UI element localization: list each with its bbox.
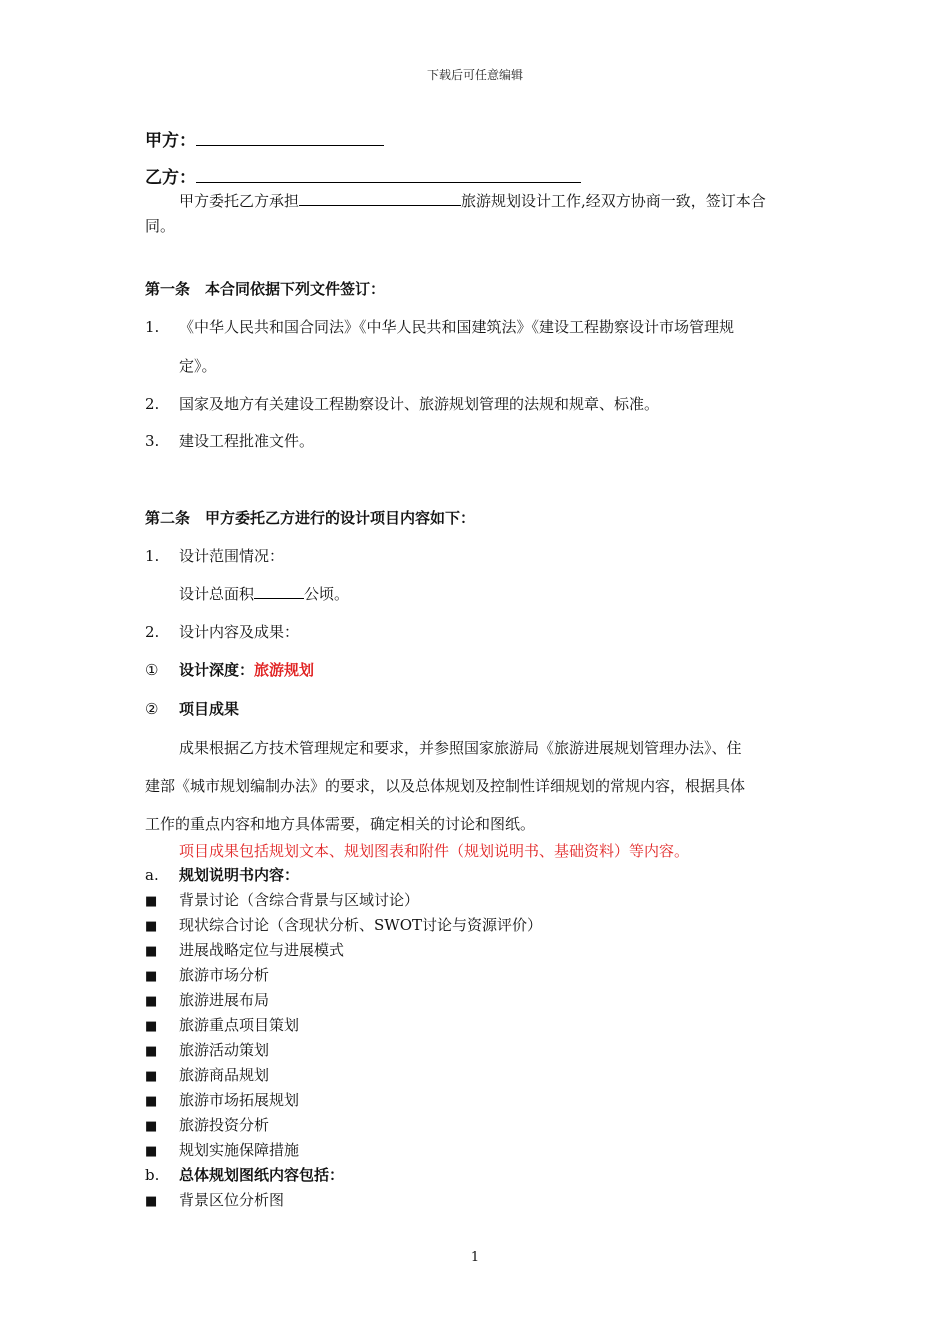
bullet-icon: ■ (145, 894, 158, 909)
item-number: 3. (145, 432, 160, 450)
bullet-icon: ■ (145, 1119, 158, 1134)
circled-number: ② (145, 700, 159, 718)
article-1-item-1 (145, 316, 734, 337)
item-text: 《中华人民共和国合同法》《中华人民共和国建筑法》《建设工程勘察设计市场管理规 (179, 318, 735, 336)
article-1-item-3 (145, 430, 314, 451)
item-text: 建设工程批准文件。 (179, 432, 315, 450)
party-b-label: 乙方： (145, 168, 196, 188)
bullet-icon: ■ (145, 1044, 158, 1059)
area-label: 设计总面积 (179, 585, 255, 603)
section-title: 规划说明书内容： (179, 866, 300, 884)
depth-value: 旅游规划 (254, 661, 315, 679)
list-item: ■ 旅游活动策划 (145, 1041, 270, 1059)
article-1-title: 第一条 本合同依据下列文件签订： (145, 280, 386, 298)
page-number: 1 (470, 1250, 480, 1265)
bullet-icon: ■ (145, 1194, 158, 1209)
party-a-line (145, 126, 384, 151)
item-number: 1. (145, 318, 160, 336)
list-item: ■ 旅游重点项目策划 (145, 1016, 300, 1034)
section-a-heading (145, 864, 299, 885)
party-b-line (145, 163, 581, 188)
project-results-line (145, 698, 239, 719)
section-title: 总体规划图纸内容包括： (179, 1166, 345, 1184)
intro-text-after: 旅游规划设计工作,经双方协商一致，签订本合 (461, 192, 766, 210)
item-number: 1. (145, 547, 160, 565)
list-item: ■ 旅游市场分析 (145, 966, 270, 984)
design-area-line (179, 583, 349, 604)
party-a-blank (196, 131, 384, 146)
party-a-label: 甲方： (145, 131, 196, 151)
bullet-icon: ■ (145, 1069, 158, 1084)
article-2-item-2 (145, 621, 299, 642)
article-2-item-1 (145, 545, 284, 566)
article-1-item-1-cont: 定》。 (179, 357, 217, 375)
page-header: 下载后可任意编辑 (426, 68, 523, 82)
list-item: ■ 旅游投资分析 (145, 1116, 270, 1134)
bullet-icon: ■ (145, 919, 158, 934)
section-marker: a. (145, 866, 159, 884)
list-item: ■ 旅游市场拓展规划 (145, 1091, 300, 1109)
list-item: ■ 现状综合讨论（含现状分析、SWOT讨论与资源评价） (145, 916, 542, 934)
bullet-icon: ■ (145, 1144, 158, 1159)
intro-text-before: 甲方委托乙方承担 (179, 192, 300, 210)
article-2-title: 第二条 甲方委托乙方进行的设计项目内容如下： (145, 509, 476, 527)
results-label: 项目成果 (179, 700, 240, 718)
item-text: 国家及地方有关建设工程勘察设计、旅游规划管理的法规和规章、标准。 (179, 395, 660, 413)
results-paragraph-line-2: 建部《城市规划编制办法》的要求，以及总体规划及控制性详细规划的常规内容，根据具体 (145, 777, 746, 795)
section-b-heading (145, 1164, 344, 1185)
circled-number: ① (145, 661, 159, 679)
bullet-icon: ■ (145, 994, 158, 1009)
area-unit: 公顷。 (304, 585, 350, 603)
depth-label: 设计深度： (179, 661, 255, 679)
results-red-note: 项目成果包括规划文本、规划图表和附件（规划说明书、基础资料）等内容。 (179, 842, 690, 860)
party-b-blank (196, 168, 581, 183)
item-text: 设计范围情况： (179, 547, 285, 565)
bullet-icon: ■ (145, 969, 158, 984)
item-text: 设计内容及成果： (179, 623, 300, 641)
intro-line-1 (179, 190, 766, 211)
item-number: 2. (145, 623, 160, 641)
list-item: ■ 规划实施保障措施 (145, 1141, 300, 1159)
project-name-blank (299, 191, 461, 206)
results-paragraph-line-1: 成果根据乙方技术管理规定和要求，并参照国家旅游局《旅游进展规划管理办法》、住 (179, 739, 742, 757)
results-paragraph-line-3: 工作的重点内容和地方具体需要，确定相关的讨论和图纸。 (145, 815, 536, 833)
section-marker: b. (145, 1166, 160, 1184)
list-item: ■ 旅游进展布局 (145, 991, 270, 1009)
bullet-icon: ■ (145, 1094, 158, 1109)
list-item: ■ 旅游商品规划 (145, 1066, 270, 1084)
intro-line-2: 同。 (145, 217, 176, 235)
design-depth-line (145, 659, 314, 680)
bullet-icon: ■ (145, 944, 158, 959)
list-item: ■ 进展战略定位与进展模式 (145, 941, 345, 959)
article-1-item-2 (145, 393, 659, 414)
list-item: ■ 背景讨论（含综合背景与区域讨论） (145, 891, 420, 909)
bullet-icon: ■ (145, 1019, 158, 1034)
item-number: 2. (145, 395, 160, 413)
list-item: ■ 背景区位分析图 (145, 1191, 285, 1209)
area-blank (254, 584, 304, 599)
